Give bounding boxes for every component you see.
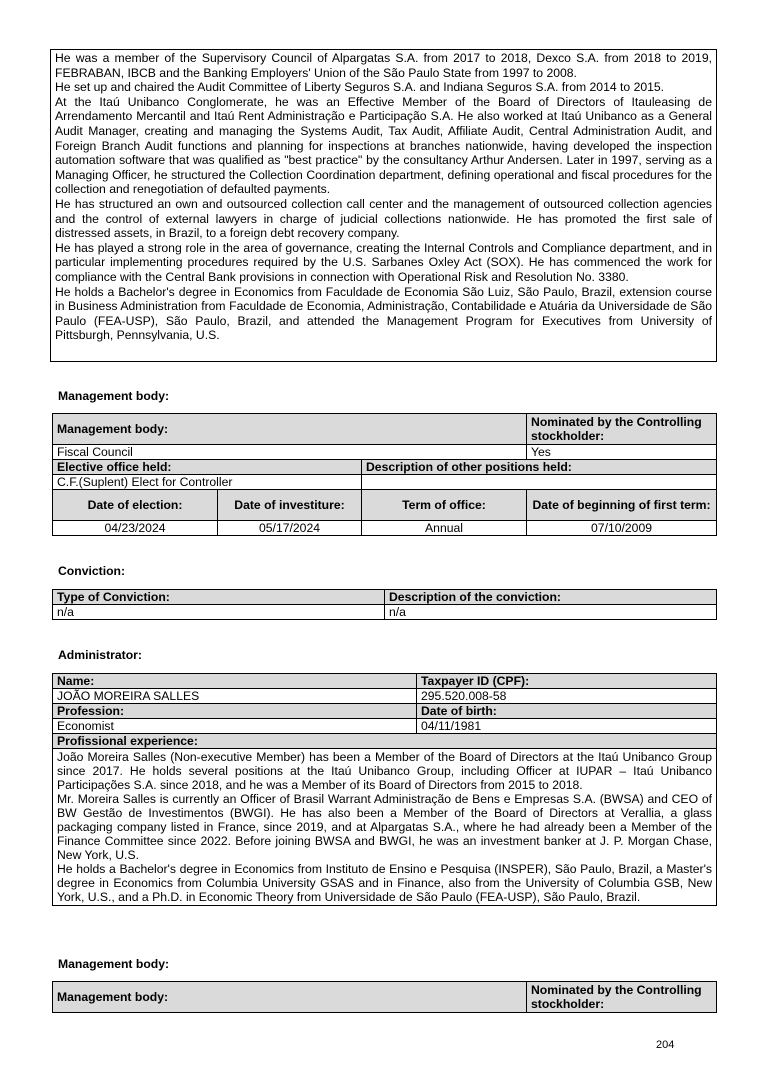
page-number: 204 [656, 1039, 675, 1051]
administrator-name-value: JOÃO MOREIRA SALLES [53, 689, 417, 704]
term-value: Annual [362, 521, 527, 536]
header-type-of-conviction: Type of Conviction: [53, 590, 385, 605]
header-conviction-description: Description of the conviction: [385, 590, 717, 605]
administrator-table [52, 673, 717, 906]
taxpayer-id-value: 295.520.008-58 [417, 689, 717, 704]
header-date-of-birth: Date of birth: [417, 704, 717, 719]
paragraph: João Moreira Salles (Non-executive Member) has been a Member of the Board of Directors at the Itaú Unibanco Group since 2017. He holds several positions at the Itaú Unibanco Group, including Officer at IUPAR – Itaú Unibanco Participações S.A. since 2018, and he was a Member of its Board of Directors from 2015 to 2018. [57, 750, 712, 792]
paragraph: He set up and chaired the Audit Committee of Liberty Seguros S.A. and Indiana Seguros S.A. from 2014 to 2015. [55, 80, 665, 95]
other-positions-value [362, 475, 717, 490]
paragraph: Mr. Moreira Salles is currently an Officer of Brasil Warrant Administração de Bens e Empresas S.A. (BWSA) and CEO of BW Gestão de Investimentos (BWGI). He has also been a Member of the Board of Directors at Verallia, a glass packaging company listed in France, since 2019, and at Alpargatas S.A., where he had already been a Member of the Finance Committee since 2022. Before joining BWSA and BWGI, he was an investment banker at J. P. Morgan Chase, New York, U.S. [57, 792, 712, 862]
header-name: Name: [53, 674, 417, 689]
header-date-of-investiture: Date of investiture: [218, 490, 362, 521]
section-title-management-body: Management body: [58, 957, 170, 971]
header-taxpayer-id: Taxpayer ID (CPF): [417, 674, 717, 689]
profession-value: Economist [53, 719, 417, 734]
header-management-body: Management body: [53, 414, 527, 445]
header-nominated: Nominated by the Controlling stockholder: [527, 414, 717, 445]
section-title-conviction: Conviction: [58, 564, 126, 578]
section-title-administrator: Administrator: [58, 648, 142, 662]
header-term-of-office: Term of office: [362, 490, 527, 521]
header-date-of-election: Date of election: [53, 490, 218, 521]
elective-office-value: C.F.(Suplent) Elect for Controller [53, 475, 362, 490]
header-professional-experience: Profissional experience: [53, 734, 717, 749]
professional-experience-text [53, 749, 717, 906]
header-management-body: Management body: [53, 982, 527, 1013]
conviction-type-value: n/a [53, 605, 385, 620]
conviction-table [52, 589, 717, 620]
paragraph: At the Itaú Unibanco Conglomerate, he was an Effective Member of the Board of Directors of Itauleasing de Arrendamento Mercantil and Itaú Rent Administração e Participação S.A. He also worked at Itaú Unibanco as a General Audit Manager, creating and managing the Systems Audit, Tax Audit, Affiliate Audit, Central Administration Audit, and Foreign Branch Audit functions and planning for inspections at branches nationwide, having developed the inspection automation software that was qualified as "best practice" by the consultancy Arthur Andersen. Later in 1997, serving as a Managing Officer, he structured the Collection Coordination department, defining operational and fiscal procedures for the collection and renegotiation of defaulted payments. [55, 94, 712, 197]
header-elective-office: Elective office held: [53, 460, 362, 475]
header-profession: Profession: [53, 704, 417, 719]
paragraph: He holds a Bachelor's degree in Economics from Instituto de Ensino e Pesquisa (INSPER), São Paulo, Brazil, a Master's degree in Economics from Columbia University GSAS and in Finance, also from the University of Columbia GSB, New York, U.S., and a Ph.D. in Economic Theory from Universidade de São Paulo (FEA-USP), São Paulo, Brazil. [57, 862, 712, 904]
investiture-date-value: 05/17/2024 [218, 521, 362, 536]
section-title-management-body: Management body: [58, 389, 170, 403]
management-body-table [52, 413, 717, 536]
nominated-value: Yes [527, 445, 717, 460]
header-first-term: Date of beginning of first term: [527, 490, 717, 521]
first-term-value: 07/10/2009 [527, 521, 717, 536]
management-body-table [52, 981, 717, 1013]
date-of-birth-value: 04/11/1981 [417, 719, 717, 734]
conviction-description-value: n/a [385, 605, 717, 620]
header-nominated: Nominated by the Controlling stockholder: [527, 982, 717, 1013]
election-date-value: 04/23/2024 [53, 521, 218, 536]
career-text-block [50, 49, 717, 362]
paragraph: He was a member of the Supervisory Council of Alpargatas S.A. from 2017 to 2018, Dexco S.A. from 2018 to 2019, FEBRABAN, IBCB and the Banking Employers' Union of the São Paulo State from 1997 to 2008. [55, 51, 712, 80]
paragraph: He has played a strong role in the area of governance, creating the Internal Controls and Compliance department, and in particular implementing procedures required by the U.S. Sarbanes Oxley Act (SOX). He has commenced the work for compliance with the Central Bank provisions in connection with Operational Risk and Resolution No. 3380. [55, 240, 712, 284]
paragraph: He holds a Bachelor's degree in Economics from Faculdade de Economia São Luiz, São Paulo, Brazil, extension course in Business Administration from Faculdade de Economia, Administração, Contabilidade e Atuária da Universidade de São Paulo (FEA-USP), São Paulo, Brazil, and attended the Management Program for Executives from University of Pittsburgh, Pennsylvania, U.S. [55, 284, 712, 343]
management-body-value: Fiscal Council [53, 445, 527, 460]
paragraph: He has structured an own and outsourced collection call center and the management of outsourced collection agencies and the control of external lawyers in charge of judicial collections nationwide. He has promoted the first sale of distressed assets, in Brazil, to a foreign debt recovery company. [55, 196, 712, 241]
header-other-positions: Description of other positions held: [362, 460, 717, 475]
